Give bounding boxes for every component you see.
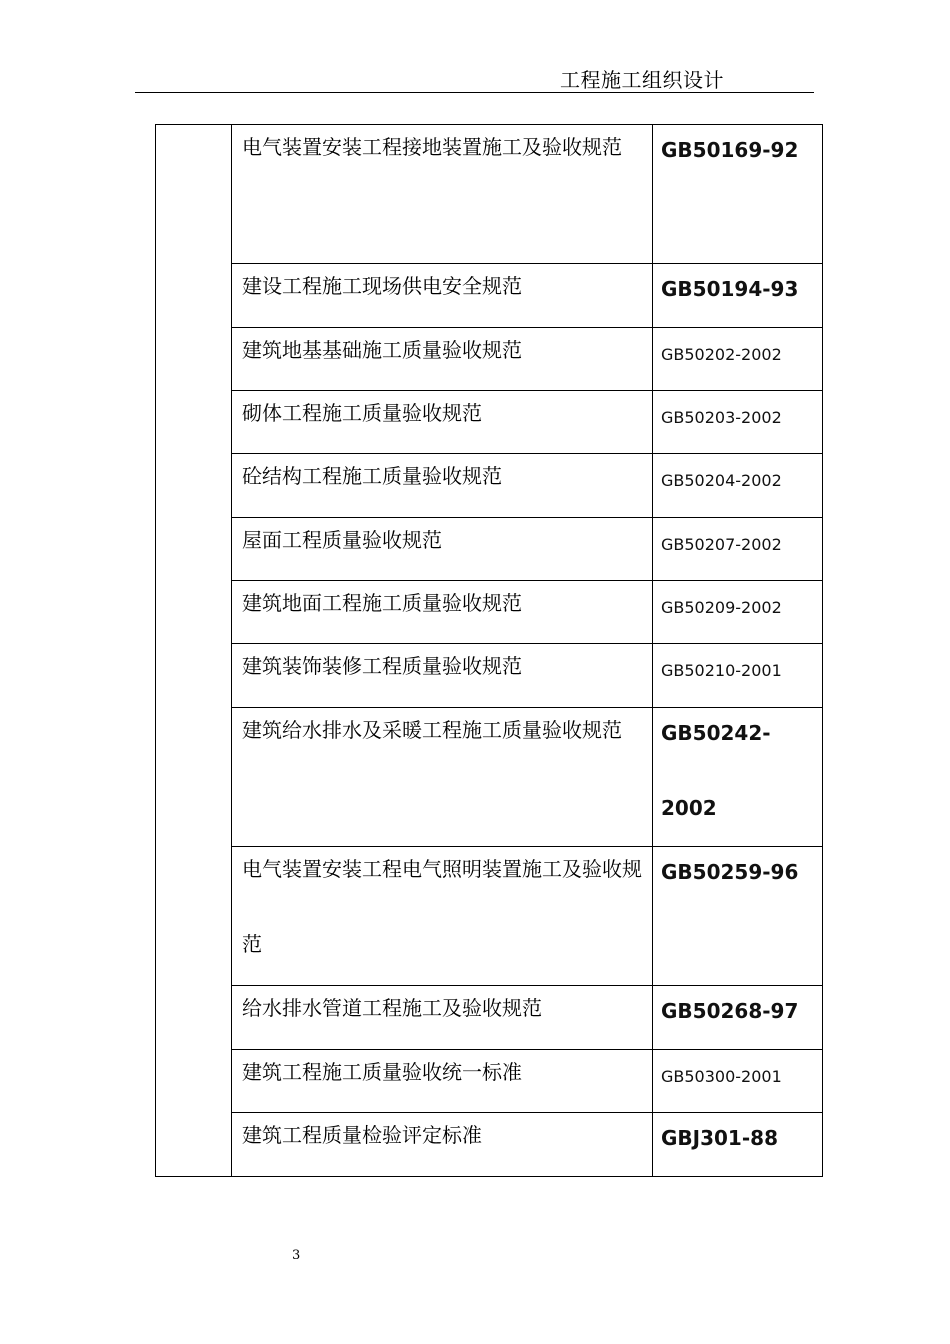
standard-code: GB50203-2002 [661, 408, 782, 427]
standard-code-cell [653, 581, 823, 644]
page-header-title: 工程施工组织设计 [560, 68, 724, 92]
standard-name: 电气装置安装工程电气照明装置施工及验收规范 [242, 857, 642, 956]
standard-code: GB50268-97 [661, 999, 799, 1023]
category-cell [156, 125, 232, 1177]
standard-name: 砌体工程施工质量验收规范 [242, 401, 482, 425]
standard-code: GB50207-2002 [661, 535, 782, 554]
standard-name: 建筑装饰装修工程质量验收规范 [242, 654, 522, 678]
standard-name: 建筑地基基础施工质量验收规范 [242, 338, 522, 362]
standard-name: 建筑工程质量检验评定标准 [242, 1123, 482, 1147]
standard-code: GB50210-2001 [661, 661, 782, 680]
standard-code: GBJ301-88 [661, 1126, 778, 1150]
standard-name: 建设工程施工现场供电安全规范 [242, 274, 522, 298]
standard-code: GB50202-2002 [661, 345, 782, 364]
page-number: 3 [292, 1248, 301, 1263]
standard-name-cell [232, 1113, 653, 1177]
standard-name: 电气装置安装工程接地装置施工及验收规范 [242, 135, 622, 159]
standard-code-cell [653, 986, 823, 1050]
standard-code-cell [653, 328, 823, 391]
standard-name: 建筑地面工程施工质量验收规范 [242, 591, 522, 615]
standard-code: GB50194-93 [661, 277, 799, 301]
standard-code-cell [653, 391, 823, 454]
standard-name: 砼结构工程施工质量验收规范 [242, 464, 502, 488]
standard-code: GB50300-2001 [661, 1067, 782, 1086]
standard-name: 屋面工程质量验收规范 [242, 528, 442, 552]
standard-code-cell [653, 454, 823, 518]
standard-code-cell [653, 1113, 823, 1177]
standard-code: GB50242-2002 [661, 721, 771, 820]
standard-code: GB50209-2002 [661, 598, 782, 617]
standard-name: 给水排水管道工程施工及验收规范 [242, 996, 542, 1020]
header-rule [135, 92, 814, 93]
standard-code-cell [653, 264, 823, 328]
standards-table-body [156, 125, 823, 1177]
standard-name: 建筑给水排水及采暖工程施工质量验收规范 [242, 718, 622, 742]
standard-code: GB50259-96 [661, 860, 799, 884]
table-row [156, 1113, 823, 1177]
standard-name: 建筑工程施工质量验收统一标准 [242, 1060, 522, 1084]
standard-code: GB50169-92 [661, 138, 799, 162]
standard-code-cell [653, 518, 823, 581]
standard-code: GB50204-2002 [661, 471, 782, 490]
standards-table [155, 124, 823, 1177]
